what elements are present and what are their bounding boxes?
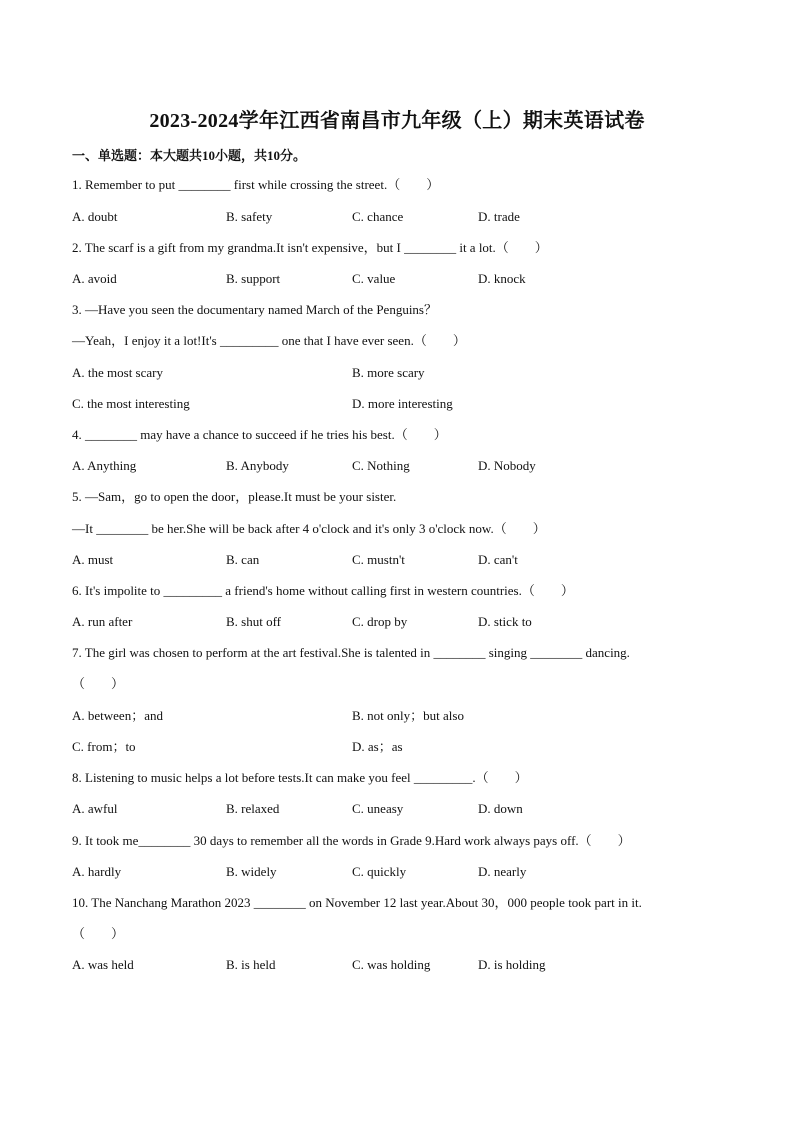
question-7-option-c: C. from；to — [72, 739, 136, 754]
question-6-stem: 6. It's impolite to _________ a friend's home without calling first in western countries.（ ） — [72, 583, 574, 598]
question-10-option-a: A. was held — [72, 957, 134, 972]
question-2-stem: 2. The scarf is a gift from my grandma.It isn't expensive，but I ________ it a lot.（ ） — [72, 240, 548, 255]
question-2-option-c: C. value — [352, 271, 396, 286]
question-1-option-a: A. doubt — [72, 209, 118, 224]
question-8-option-c: C. uneasy — [352, 801, 404, 816]
question-7-option-d: D. as；as — [352, 739, 403, 754]
question-9-option-d: D. nearly — [478, 864, 527, 879]
question-5-stem-line-2: —It ________ be her.She will be back after 4 o'clock and it's only 3 o'clock now.（ ） — [72, 521, 546, 536]
question-8-option-d: D. down — [478, 801, 523, 816]
question-2-option-b: B. support — [226, 271, 281, 286]
question-3-option-c: C. the most interesting — [72, 396, 190, 411]
question-6-option-b: B. shut off — [226, 614, 282, 629]
question-6-option-a: A. run after — [72, 614, 133, 629]
question-9-stem: 9. It took me________ 30 days to remember all the words in Grade 9.Hard work always pays off.（ ） — [72, 833, 631, 848]
question-5-option-c: C. mustn't — [352, 552, 405, 567]
question-4-option-d: D. Nobody — [478, 458, 536, 473]
question-5-stem-line-1: 5. —Sam，go to open the door，please.It must be your sister. — [72, 489, 397, 504]
question-1-option-c: C. chance — [352, 209, 404, 224]
question-10-option-d: D. is holding — [478, 957, 546, 972]
question-4-option-c: C. Nothing — [352, 458, 410, 473]
question-10-option-b: B. is held — [226, 957, 276, 972]
question-3-option-d: D. more interesting — [352, 396, 453, 411]
question-5-option-a: A. must — [72, 552, 114, 567]
exam-title: 2023-2024学年江西省南昌市九年级（上）期末英语试卷 — [149, 110, 645, 132]
question-10-stem-line-2: （ ） — [72, 926, 125, 941]
question-2-option-d: D. knock — [478, 271, 526, 286]
question-2-option-a: A. avoid — [72, 271, 117, 286]
question-6-option-d: D. stick to — [478, 614, 532, 629]
question-4-option-b: B. Anybody — [226, 458, 289, 473]
question-1-option-b: B. safety — [226, 209, 273, 224]
question-4-stem: 4. ________ may have a chance to succeed if he tries his best.（ ） — [72, 427, 447, 442]
question-3-stem-line-1: 3. —Have you seen the documentary named March of the Penguins？ — [72, 302, 437, 317]
question-10-stem-line-1: 10. The Nanchang Marathon 2023 ________ on November 12 last year.About 30，000 people took part in it. — [72, 895, 642, 910]
question-1-stem: 1. Remember to put ________ first while crossing the street.（ ） — [72, 177, 440, 192]
question-9-option-b: B. widely — [226, 864, 277, 879]
question-7-stem-line-2: （ ） — [72, 676, 125, 691]
question-5-option-b: B. can — [226, 552, 260, 567]
question-8-stem: 8. Listening to music helps a lot before tests.It can make you feel _________.（ ） — [72, 770, 528, 785]
question-9-option-a: A. hardly — [72, 864, 122, 879]
question-4-option-a: A. Anything — [72, 458, 137, 473]
question-8-option-a: A. awful — [72, 801, 118, 816]
question-3-stem-line-2: —Yeah，I enjoy it a lot!It's _________ one that I have ever seen.（ ） — [72, 333, 466, 348]
question-1-option-d: D. trade — [478, 209, 520, 224]
question-6-option-c: C. drop by — [352, 614, 408, 629]
question-7-option-b: B. not only；but also — [352, 708, 464, 723]
question-7-option-a: A. between；and — [72, 708, 163, 723]
question-10-option-c: C. was holding — [352, 957, 431, 972]
question-8-option-b: B. relaxed — [226, 801, 280, 816]
question-9-option-c: C. quickly — [352, 864, 407, 879]
question-3-option-b: B. more scary — [352, 365, 425, 380]
section-heading: 一、单选题：本大题共10小题，共10分。 — [72, 148, 307, 163]
question-5-option-d: D. can't — [478, 552, 518, 567]
question-7-stem-line-1: 7. The girl was chosen to perform at the art festival.She is talented in ________ singing ________ dancing. — [72, 645, 630, 660]
question-3-option-a: A. the most scary — [72, 365, 163, 380]
